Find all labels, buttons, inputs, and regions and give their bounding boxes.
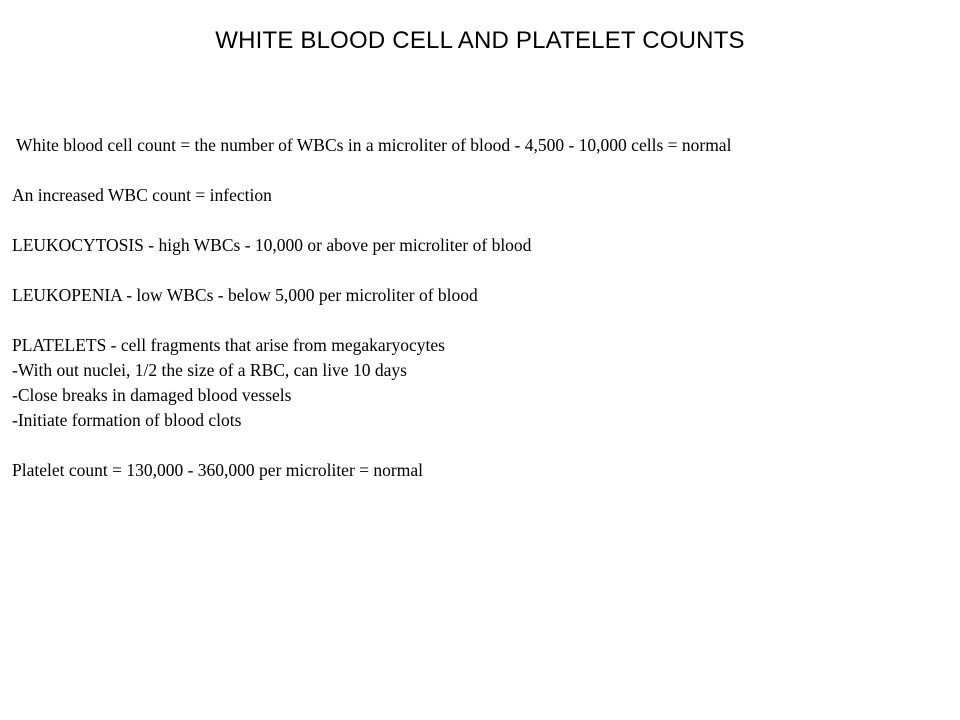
platelets-bullet-nuclei: -With out nuclei, 1/2 the size of a RBC, can live 10 days	[12, 360, 407, 380]
platelets-bullet-breaks: -Close breaks in damaged blood vessels	[12, 385, 292, 405]
leukocytosis-line: LEUKOCYTOSIS - high WBCs - 10,000 or above per microliter of blood	[12, 235, 532, 255]
increased-wbc-line: An increased WBC count = infection	[12, 185, 272, 205]
leukopenia-line: LEUKOPENIA - low WBCs - below 5,000 per microliter of blood	[12, 285, 478, 305]
spacer	[12, 258, 942, 283]
wbc-count-definition: White blood cell count = the number of WBCs in a microliter of blood - 4,500 - 10,000 cells = normal	[12, 135, 732, 155]
slide-body	[12, 133, 942, 483]
platelet-count-line: Platelet count = 130,000 - 360,000 per microliter = normal	[12, 460, 423, 480]
platelets-bullet-clots: -Initiate formation of blood clots	[12, 410, 242, 430]
spacer	[12, 433, 942, 458]
slide-title: WHITE BLOOD CELL AND PLATELET COUNTS	[215, 27, 745, 54]
spacer	[12, 158, 942, 183]
platelets-line: PLATELETS - cell fragments that arise from megakaryocytes	[12, 335, 445, 355]
spacer	[12, 308, 942, 333]
spacer	[12, 208, 942, 233]
